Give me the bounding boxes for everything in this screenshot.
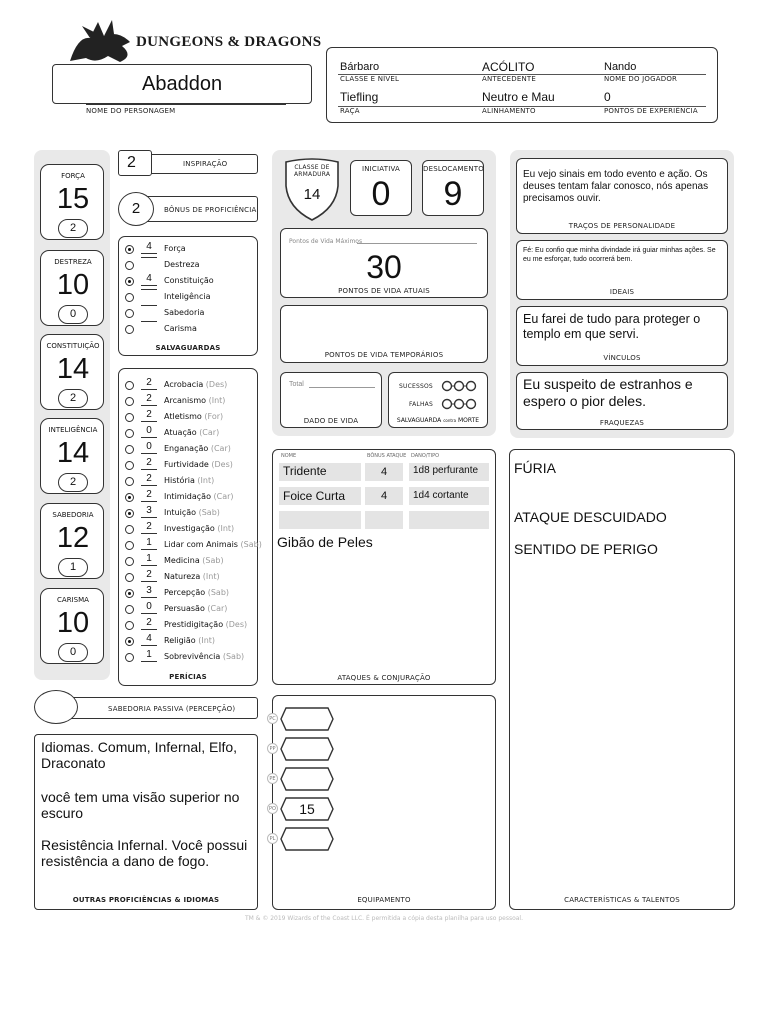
skill-row[interactable] xyxy=(119,505,257,521)
skill-attr: (Int) xyxy=(217,524,235,533)
skills xyxy=(118,368,262,686)
save-row[interactable] xyxy=(119,305,257,321)
skill-value[interactable]: 2 xyxy=(141,377,157,390)
proficiency-dot[interactable] xyxy=(125,557,134,566)
ability-modifier[interactable]: 2 xyxy=(58,219,88,238)
skill-value[interactable]: 1 xyxy=(141,649,157,662)
coin-po[interactable] xyxy=(269,797,338,823)
coin-pl[interactable] xyxy=(269,827,338,853)
save-name: Carisma xyxy=(164,324,197,333)
proficiency-dot[interactable] xyxy=(125,477,134,486)
ability-score[interactable]: 14 xyxy=(56,353,90,385)
brand-title: DUNGEONS & DRAGONS xyxy=(136,34,322,50)
speed-label: DESLOCAMENTO xyxy=(423,165,484,173)
feature-item: ATAQUE DESCUIDADO xyxy=(514,509,667,525)
ability-modifier[interactable]: 2 xyxy=(58,389,88,408)
proficiency-dot[interactable] xyxy=(125,541,134,550)
background[interactable]: ACÓLITO xyxy=(482,60,535,74)
ability-dexterity[interactable] xyxy=(40,250,104,326)
ability-constitution[interactable] xyxy=(40,334,104,410)
player-name[interactable]: Nando xyxy=(604,61,637,73)
proficiency-dot[interactable] xyxy=(125,413,134,422)
skill-row[interactable] xyxy=(119,633,257,649)
death-saves-label-end: MORTE xyxy=(457,417,480,424)
ability-modifier[interactable]: 0 xyxy=(58,643,88,662)
skill-row[interactable] xyxy=(119,473,257,489)
class-level-label: CLASSE E NÍVEL xyxy=(340,75,400,83)
skill-value[interactable]: 2 xyxy=(141,617,157,630)
skill-name: Sobrevivência xyxy=(164,652,221,661)
skill-attr: (For) xyxy=(204,412,224,421)
skill-attr: (Sab) xyxy=(222,652,245,661)
skill-value[interactable]: 3 xyxy=(141,585,157,598)
class-level[interactable]: Bárbaro xyxy=(340,61,380,73)
skill-row[interactable] xyxy=(119,649,257,665)
skill-name: Intimidação xyxy=(164,492,211,501)
alignment-label: ALINHAMENTO xyxy=(482,107,536,115)
skill-value[interactable]: 2 xyxy=(141,393,157,406)
skill-attr: (Car) xyxy=(199,428,220,437)
save-row[interactable] xyxy=(119,289,257,305)
footer-copyright: TM & © 2019 Wizards of the Coast LLC. É permitida a cópia desta planilha para uso pessoal. xyxy=(244,915,524,922)
skill-name: Religião xyxy=(164,636,196,645)
alignment[interactable]: Neutro e Mau xyxy=(482,90,555,104)
save-row[interactable] xyxy=(119,257,257,273)
traits-text: Eu vejo sinais em todo evento e ação. Os deuses tentam falar conosco, nós apenas precisamos ouvir. xyxy=(523,169,709,204)
passive-wisdom-label: SABEDORIA PASSIVA (PERCEPÇÃO) xyxy=(108,705,236,713)
attacks-notes[interactable]: Gibão de Peles xyxy=(277,534,373,550)
skill-attr: (Int) xyxy=(198,636,216,645)
ability-score[interactable]: 12 xyxy=(56,522,90,554)
ability-label: SABEDORIA xyxy=(52,511,94,519)
attack-damage[interactable]: 1d4 cortante xyxy=(409,487,489,505)
skill-name: Investigação xyxy=(164,524,215,533)
skill-attr: (Sab) xyxy=(198,508,220,517)
skill-attr: (Des) xyxy=(205,380,228,389)
attacks-col-name: NOME xyxy=(281,453,297,459)
attack-name[interactable]: Foice Curta xyxy=(279,487,361,505)
experience-label: PONTOS DE EXPERIÊNCIA xyxy=(604,107,698,115)
ability-wisdom[interactable] xyxy=(40,503,104,579)
attack-bonus[interactable]: 4 xyxy=(365,487,403,505)
skill-row[interactable] xyxy=(119,601,257,617)
attacks-col-bonus: BÔNUS ATAQUE xyxy=(367,453,407,459)
skill-name: Percepção xyxy=(164,588,206,597)
skill-attr: (Int) xyxy=(202,572,220,581)
save-name: Sabedoria xyxy=(164,308,205,317)
proficiency-dot[interactable] xyxy=(125,261,134,270)
skill-row[interactable] xyxy=(119,393,257,409)
skill-row[interactable] xyxy=(119,409,257,425)
proficiency-dot[interactable] xyxy=(125,397,134,406)
save-name: Força xyxy=(164,244,186,253)
coin-label: PO xyxy=(267,803,278,814)
logo xyxy=(60,16,330,66)
coin-pe[interactable] xyxy=(269,767,338,793)
save-row[interactable] xyxy=(119,321,257,337)
skill-row[interactable] xyxy=(119,553,257,569)
proficiency-dot[interactable] xyxy=(125,381,134,390)
saving-throws-title: SALVAGUARDAS xyxy=(155,344,221,352)
death-success-label: SUCESSOS xyxy=(399,383,433,390)
skill-value[interactable]: 2 xyxy=(141,409,157,422)
skill-value[interactable]: 1 xyxy=(141,553,157,566)
feature-item: FÚRIA xyxy=(514,460,556,476)
initiative-label: INICIATIVA xyxy=(361,165,401,173)
proficiencies-paragraph: Idiomas. Comum, Infernal, Elfo, Draconato xyxy=(41,739,238,771)
proficiency-dot[interactable] xyxy=(125,605,134,614)
proficiency-dot[interactable] xyxy=(125,653,134,662)
save-value[interactable] xyxy=(141,257,157,258)
personality-traits[interactable] xyxy=(516,158,728,234)
skill-value[interactable]: 4 xyxy=(141,633,157,646)
proficiency-dot[interactable] xyxy=(125,589,134,598)
skill-attr: (Des) xyxy=(211,460,233,469)
skill-value[interactable]: 2 xyxy=(141,457,157,470)
hp-current-label: PONTOS DE VIDA ATUAIS xyxy=(338,287,430,295)
flaws-label: FRAQUEZAS xyxy=(599,419,645,427)
ability-label: CARISMA xyxy=(57,596,89,604)
race[interactable]: Tiefling xyxy=(340,90,379,104)
ability-intelligence[interactable] xyxy=(40,418,104,494)
death-save-circles[interactable] xyxy=(441,379,481,419)
hit-dice-label: DADO DE VIDA xyxy=(303,417,359,425)
ability-charisma[interactable] xyxy=(40,588,104,664)
skill-row[interactable] xyxy=(119,489,257,505)
initiative[interactable] xyxy=(350,160,412,216)
skill-value[interactable]: 2 xyxy=(141,521,157,534)
skill-row[interactable] xyxy=(119,585,257,601)
skill-value[interactable]: 0 xyxy=(141,601,157,614)
inspiration-label: INSPIRAÇÃO xyxy=(183,160,228,168)
ability-score[interactable]: 15 xyxy=(56,183,90,215)
skill-name: Natureza xyxy=(164,572,201,581)
proficiencies-paragraph: você tem uma visão superior no escuro xyxy=(41,789,240,821)
skill-row[interactable] xyxy=(119,441,257,457)
skill-value[interactable]: 2 xyxy=(141,489,157,502)
ability-score[interactable]: 10 xyxy=(56,269,90,301)
bonds[interactable] xyxy=(516,306,728,366)
equipment-label: EQUIPAMENTO xyxy=(357,896,411,904)
coin-hex-icon xyxy=(280,827,334,851)
save-value[interactable]: 4 xyxy=(141,273,157,286)
character-name[interactable]: Abaddon xyxy=(142,73,223,95)
proficiency-dot[interactable] xyxy=(125,277,134,286)
ability-strength[interactable] xyxy=(40,164,104,240)
saving-throws xyxy=(118,236,258,356)
hit-points-current[interactable] xyxy=(280,228,488,298)
skill-row[interactable] xyxy=(119,537,262,553)
save-value[interactable] xyxy=(141,289,157,290)
dragon-icon xyxy=(60,16,140,66)
skill-row[interactable] xyxy=(119,569,257,585)
speed-value[interactable]: 9 xyxy=(443,175,463,213)
race-label: RAÇA xyxy=(340,107,360,115)
save-name: Destreza xyxy=(164,260,200,269)
proficiency-label: BÔNUS DE PROFICIÊNCIA xyxy=(164,206,257,214)
armor-class-value[interactable]: 14 xyxy=(303,186,321,203)
save-row[interactable] xyxy=(119,241,257,257)
coin-pc[interactable] xyxy=(269,707,338,733)
proficiency-dot[interactable] xyxy=(125,621,134,630)
proficiency-dot[interactable] xyxy=(125,293,134,302)
proficiencies-label: OUTRAS PROFICIÊNCIAS & IDIOMAS xyxy=(72,896,220,904)
proficiencies-paragraph: Resistência Infernal. Você possui resistência a dano de fogo. xyxy=(41,837,248,869)
coin-label: PC xyxy=(267,713,278,724)
skill-name: Prestidigitação xyxy=(164,620,224,629)
proficiency-dot[interactable] xyxy=(125,445,134,454)
hp-current-value[interactable]: 30 xyxy=(366,249,402,285)
character-name-label: NOME DO PERSONAGEM xyxy=(86,107,176,115)
features-label: CARACTERÍSTICAS & TALENTOS xyxy=(564,896,680,904)
attack-bonus-empty[interactable] xyxy=(365,511,403,529)
skill-name: Furtividade xyxy=(164,460,209,469)
ability-modifier[interactable]: 2 xyxy=(58,473,88,492)
ability-label: DESTREZA xyxy=(54,258,92,266)
skill-row[interactable] xyxy=(119,377,257,393)
skill-row[interactable] xyxy=(119,425,257,441)
ability-score[interactable]: 10 xyxy=(56,607,90,639)
background-label: ANTECEDENTE xyxy=(482,75,536,83)
coin-value[interactable]: 15 xyxy=(299,801,315,817)
proficiency-bonus[interactable]: 2 xyxy=(118,192,154,226)
ability-score[interactable]: 14 xyxy=(56,437,90,469)
attacks-title: ATAQUES & CONJURAÇÃO xyxy=(337,674,431,682)
skill-row[interactable] xyxy=(119,457,257,473)
armor-class-label: CLASSE DE ARMADURA xyxy=(294,164,331,178)
ideals-label: IDEAIS xyxy=(609,288,635,296)
feature-item: SENTIDO DE PERIGO xyxy=(514,541,658,557)
skill-value[interactable]: 2 xyxy=(141,473,157,486)
skill-name: Medicina xyxy=(164,556,200,565)
flaws-text: Eu suspeito de estranhos e espero o pior deles. xyxy=(523,376,693,409)
skill-name: História xyxy=(164,476,195,485)
ideals[interactable] xyxy=(516,240,728,300)
skill-value[interactable]: 1 xyxy=(141,537,157,550)
attack-damage-empty[interactable] xyxy=(409,511,489,529)
ability-label: CONSTITUIÇÃO xyxy=(46,342,100,350)
skill-row[interactable] xyxy=(119,617,257,633)
ability-modifier[interactable]: 0 xyxy=(58,305,88,324)
proficiency-dot[interactable] xyxy=(125,309,134,318)
skill-name: Atuação xyxy=(164,428,197,437)
hit-dice-total-label: Total xyxy=(289,381,304,388)
armor-class[interactable] xyxy=(282,156,342,222)
attacks-col-damage: DANO/TIPO xyxy=(411,453,440,459)
attack-name[interactable]: Tridente xyxy=(279,463,361,481)
coin-label: PL xyxy=(267,833,278,844)
death-failure-label: FALHAS xyxy=(409,401,433,408)
coin-label: PP xyxy=(267,743,278,754)
coin-hex-icon xyxy=(280,737,334,761)
proficiency-dot[interactable] xyxy=(125,461,134,470)
ability-label: FORÇA xyxy=(61,172,85,180)
attack-bonus[interactable]: 4 xyxy=(365,463,403,481)
skill-attr: (Int) xyxy=(197,476,215,485)
proficiency-dot[interactable] xyxy=(125,637,134,646)
ability-label: INTELIGÊNCIA xyxy=(48,426,98,434)
inspiration-box[interactable]: 2 xyxy=(118,150,152,176)
skill-name: Arcanismo xyxy=(164,396,207,405)
skill-value[interactable]: 0 xyxy=(141,425,157,438)
skill-attr: (Sab) xyxy=(240,540,262,549)
attacks-spellcasting xyxy=(272,449,496,685)
bonds-text: Eu farei de tudo para proteger o templo em que servi. xyxy=(523,312,701,341)
skill-name: Acrobacia xyxy=(164,380,204,389)
coin-label: PE xyxy=(267,773,278,784)
proficiency-dot[interactable] xyxy=(125,429,134,438)
skill-row[interactable] xyxy=(119,521,257,537)
skill-value[interactable]: 2 xyxy=(141,569,157,582)
proficiency-dot[interactable] xyxy=(125,245,134,254)
skill-value[interactable]: 3 xyxy=(141,505,157,518)
skill-attr: (Des) xyxy=(225,620,248,629)
skill-name: Enganação xyxy=(164,444,209,453)
hit-points-temporary[interactable] xyxy=(280,305,488,363)
skill-attr: (Car) xyxy=(213,492,234,501)
passive-wisdom-value[interactable] xyxy=(34,690,78,724)
save-value[interactable]: 4 xyxy=(141,241,157,254)
save-value[interactable] xyxy=(141,321,157,322)
hit-dice[interactable] xyxy=(280,372,382,428)
proficiency-dot[interactable] xyxy=(125,509,134,518)
proficiency-dot[interactable] xyxy=(125,493,134,502)
player-name-label: NOME DO JOGADOR xyxy=(604,75,678,83)
hp-max-label: Pontos de Vida Máximos xyxy=(289,238,363,245)
skill-attr: (Sab) xyxy=(207,588,230,597)
save-value[interactable] xyxy=(141,305,157,306)
coin-hex-icon xyxy=(280,767,334,791)
skills-title: PERÍCIAS xyxy=(169,673,207,681)
skill-attr: (Int) xyxy=(208,396,226,405)
death-saves-label: SALVAGUARDA xyxy=(396,417,442,424)
other-proficiencies[interactable] xyxy=(34,734,258,910)
skill-attr: (Car) xyxy=(207,604,228,613)
skill-attr: (Sab) xyxy=(202,556,224,565)
flaws[interactable] xyxy=(516,372,728,430)
death-saves xyxy=(388,372,488,428)
speed[interactable] xyxy=(422,160,484,216)
ideals-text: Fé: Eu confio que minha divindade irá guiar minhas ações. Se eu me esforçar, tudo ocorrerá bem. xyxy=(523,247,716,263)
death-saves-label-small: contra xyxy=(443,418,457,423)
ability-modifier[interactable]: 1 xyxy=(58,558,88,577)
save-row[interactable] xyxy=(119,273,257,289)
traits-label: TRAÇOS DE PERSONALIDADE xyxy=(568,222,676,230)
hp-temp-label: PONTOS DE VIDA TEMPORÁRIOS xyxy=(324,351,444,359)
skill-name: Lidar com Animais xyxy=(164,540,238,549)
proficiency-dot[interactable] xyxy=(125,325,134,334)
features-traits[interactable] xyxy=(509,449,735,910)
skill-name: Atletismo xyxy=(164,412,202,421)
skill-name: Persuasão xyxy=(164,604,205,613)
bonds-label: VÍNCULOS xyxy=(603,354,641,362)
skill-name: Intuição xyxy=(164,508,197,517)
coin-hex-icon xyxy=(280,707,334,731)
save-name: Constituição xyxy=(164,276,214,285)
attack-damage[interactable]: 1d8 perfurante xyxy=(409,463,489,481)
save-name: Inteligência xyxy=(164,292,211,301)
skill-attr: (Car) xyxy=(210,444,231,453)
proficiency-dot[interactable] xyxy=(125,573,134,582)
attack-name-empty[interactable] xyxy=(279,511,361,529)
experience-points[interactable]: 0 xyxy=(604,90,611,104)
skill-value[interactable]: 0 xyxy=(141,441,157,454)
coin-pp[interactable] xyxy=(269,737,338,763)
proficiency-dot[interactable] xyxy=(125,525,134,534)
initiative-value[interactable]: 0 xyxy=(371,175,391,213)
